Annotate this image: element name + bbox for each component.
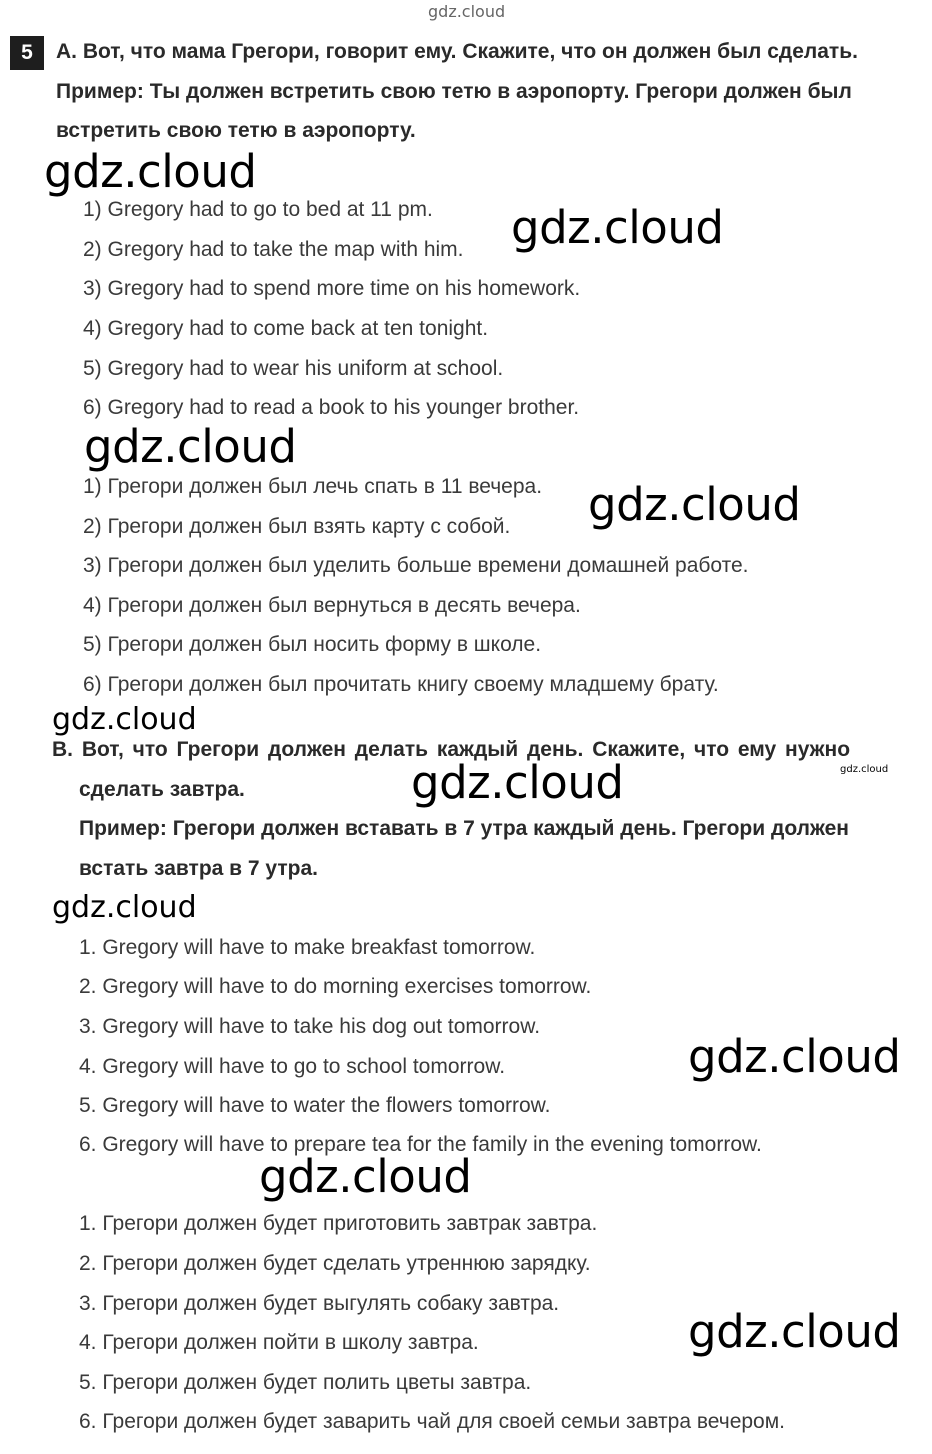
- list-item: 2. Грегори должен будет сделать утреннюю зарядку.: [79, 1252, 591, 1275]
- part-b-instruction-line-1: В. Вот, что Грегори должен делать каждый день. Скажите, что ему нужно: [52, 738, 851, 761]
- watermark: gdz.cloud: [52, 890, 197, 925]
- watermark: gdz.cloud: [840, 764, 889, 775]
- list-item: 1. Gregory will have to make breakfast tomorrow.: [79, 936, 536, 959]
- list-item: 2) Gregory had to take the map with him.: [83, 238, 464, 261]
- list-item: 2. Gregory will have to do morning exercises tomorrow.: [79, 975, 592, 998]
- part-b-example-line-1: Пример: Грегори должен вставать в 7 утра каждый день. Грегори должен: [79, 817, 849, 840]
- exercise-number-badge: 5: [10, 36, 44, 70]
- part-a-example-line-2: встретить свою тетю в аэропорту.: [56, 119, 416, 142]
- list-item: 2) Грегори должен был взять карту с собой.: [83, 515, 511, 538]
- list-item: 4) Gregory had to come back at ten tonight.: [83, 317, 489, 340]
- part-a-instruction: А. Вот, что мама Грегори, говорит ему. Скажите, что он должен был сделать.: [56, 40, 858, 63]
- list-item: 4. Gregory will have to go to school tomorrow.: [79, 1055, 506, 1078]
- watermark: gdz.cloud: [688, 1305, 901, 1358]
- list-item: 1) Gregory had to go to bed at 11 pm.: [83, 198, 433, 221]
- list-item: 3) Gregory had to spend more time on his homework.: [83, 277, 581, 300]
- list-item: 5) Грегори должен был носить форму в школе.: [83, 633, 542, 656]
- top-watermark: gdz.cloud: [428, 2, 506, 21]
- list-item: 3) Грегори должен был уделить больше времени домашней работе.: [83, 554, 749, 577]
- part-b-instruction-line-2: сделать завтра.: [79, 778, 245, 801]
- watermark: gdz.cloud: [511, 201, 724, 254]
- list-item: 6) Gregory had to read a book to his younger brother.: [83, 396, 580, 419]
- list-item: 6. Gregory will have to prepare tea for the family in the evening tomorrow.: [79, 1133, 762, 1156]
- list-item: 1) Грегори должен был лечь спать в 11 вечера.: [83, 475, 543, 498]
- part-a-example-line-1: Пример: Ты должен встретить свою тетю в аэропорту. Грегори должен был: [56, 80, 852, 103]
- list-item: 6) Грегори должен был прочитать книгу своему младшему брату.: [83, 673, 719, 696]
- watermark: gdz.cloud: [411, 756, 624, 809]
- watermark: gdz.cloud: [259, 1150, 472, 1203]
- watermark: gdz.cloud: [84, 420, 297, 473]
- list-item: 6. Грегори должен будет заварить чай для своей семьи завтра вечером.: [79, 1410, 786, 1433]
- watermark: gdz.cloud: [688, 1030, 901, 1083]
- list-item: 3. Gregory will have to take his dog out tomorrow.: [79, 1015, 541, 1038]
- list-item: 5. Gregory will have to water the flowers tomorrow.: [79, 1094, 551, 1117]
- watermark: gdz.cloud: [44, 145, 257, 198]
- list-item: 4. Грегори должен пойти в школу завтра.: [79, 1331, 479, 1354]
- part-b-example-line-2: встать завтра в 7 утра.: [79, 857, 318, 880]
- list-item: 4) Грегори должен был вернуться в десять вечера.: [83, 594, 581, 617]
- watermark: gdz.cloud: [52, 702, 197, 737]
- list-item: 1. Грегори должен будет приготовить завтрак завтра.: [79, 1212, 598, 1235]
- list-item: 5) Gregory had to wear his uniform at school.: [83, 357, 504, 380]
- list-item: 5. Грегори должен будет полить цветы завтра.: [79, 1371, 532, 1394]
- watermark: gdz.cloud: [588, 478, 801, 531]
- list-item: 3. Грегори должен будет выгулять собаку завтра.: [79, 1292, 560, 1315]
